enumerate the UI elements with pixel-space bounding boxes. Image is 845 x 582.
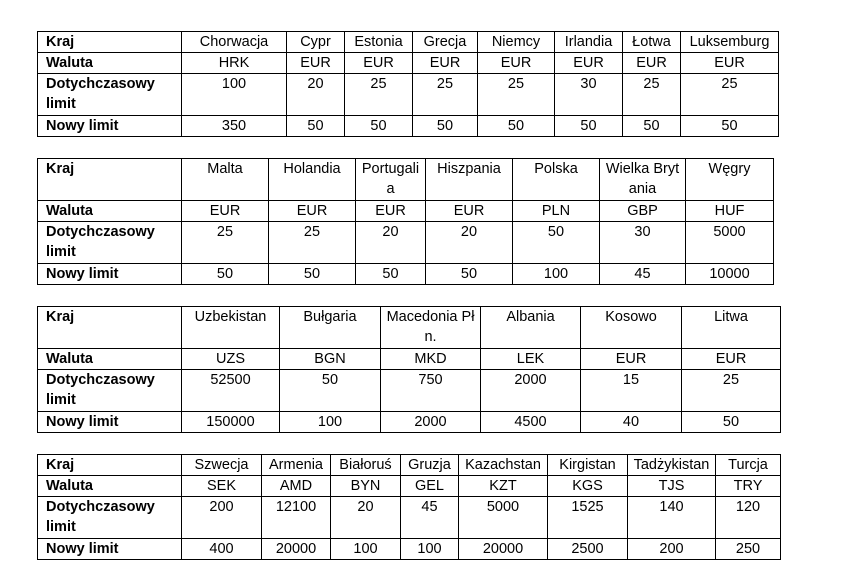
currency-code: KZT — [459, 476, 548, 497]
currency-code: AMD — [262, 476, 331, 497]
row-label-country: Kraj — [38, 307, 182, 349]
row-label-previous-limit: Dotychczasowy limit — [38, 222, 182, 264]
country-name: Bułgaria — [280, 307, 381, 349]
new-limit-value: 50 — [555, 116, 623, 137]
country-name: Turcja — [716, 455, 781, 476]
currency-code: EUR — [426, 201, 513, 222]
previous-limit-value: 30 — [555, 74, 623, 116]
country-name: Grecja — [413, 32, 478, 53]
previous-limit-value: 45 — [401, 497, 459, 539]
new-limit-value: 50 — [182, 264, 269, 285]
row-label-currency: Waluta — [38, 53, 182, 74]
currency-row — [38, 53, 779, 74]
row-label-previous-limit: Dotychczasowy limit — [38, 370, 182, 412]
currency-code: EUR — [356, 201, 426, 222]
currency-code: UZS — [182, 349, 280, 370]
country-name: Wielka Brytania — [600, 159, 686, 201]
previous-limit-value: 30 — [600, 222, 686, 264]
previous-limit-value: 140 — [628, 497, 716, 539]
row-label-new-limit: Nowy limit — [38, 116, 182, 137]
country-name: Polska — [513, 159, 600, 201]
currency-code: EUR — [623, 53, 681, 74]
country-name: Holandia — [269, 159, 356, 201]
previous-limit-value: 25 — [269, 222, 356, 264]
country-name: Hiszpania — [426, 159, 513, 201]
country-name: Węgry — [686, 159, 774, 201]
new-limit-value: 50 — [413, 116, 478, 137]
currency-code: LEK — [481, 349, 581, 370]
new-limit-value: 400 — [182, 539, 262, 560]
currency-row — [38, 201, 774, 222]
country-name: Portugalia — [356, 159, 426, 201]
previous-limit-value: 25 — [681, 74, 779, 116]
country-name: Macedonia Płn. — [381, 307, 481, 349]
previous-limit-value: 50 — [513, 222, 600, 264]
new-limit-value: 50 — [478, 116, 555, 137]
currency-code: EUR — [555, 53, 623, 74]
new-limit-value: 2500 — [548, 539, 628, 560]
currency-code: SEK — [182, 476, 262, 497]
new-limit-value: 150000 — [182, 412, 280, 433]
new-limit-value: 40 — [581, 412, 682, 433]
country-row — [38, 32, 779, 53]
country-name: Tadżykistan — [628, 455, 716, 476]
country-row — [38, 307, 781, 349]
currency-code: MKD — [381, 349, 481, 370]
new-limit-row — [38, 412, 781, 433]
currency-code: EUR — [269, 201, 356, 222]
row-label-country: Kraj — [38, 455, 182, 476]
currency-code: BYN — [331, 476, 401, 497]
currency-row — [38, 476, 781, 497]
previous-limit-value: 20 — [356, 222, 426, 264]
country-name: Cypr — [287, 32, 345, 53]
previous-limit-value: 25 — [682, 370, 781, 412]
limits-table-3 — [37, 306, 781, 433]
previous-limit-value: 100 — [182, 74, 287, 116]
limits-table-1 — [37, 31, 779, 137]
new-limit-value: 50 — [426, 264, 513, 285]
row-label-country: Kraj — [38, 32, 182, 53]
country-name: Kazachstan — [459, 455, 548, 476]
currency-code: GBP — [600, 201, 686, 222]
currency-code: GEL — [401, 476, 459, 497]
row-label-currency: Waluta — [38, 476, 182, 497]
currency-code: KGS — [548, 476, 628, 497]
new-limit-value: 4500 — [481, 412, 581, 433]
previous-limit-value: 20 — [287, 74, 345, 116]
previous-limit-value: 750 — [381, 370, 481, 412]
previous-limit-value: 2000 — [481, 370, 581, 412]
country-name: Kirgistan — [548, 455, 628, 476]
currency-code: HRK — [182, 53, 287, 74]
currency-code: EUR — [682, 349, 781, 370]
previous-limit-value: 25 — [413, 74, 478, 116]
country-name: Albania — [481, 307, 581, 349]
row-label-new-limit: Nowy limit — [38, 412, 182, 433]
previous-limit-value: 120 — [716, 497, 781, 539]
currency-code: TJS — [628, 476, 716, 497]
country-name: Łotwa — [623, 32, 681, 53]
new-limit-value: 100 — [280, 412, 381, 433]
currency-code: EUR — [581, 349, 682, 370]
new-limit-value: 50 — [269, 264, 356, 285]
country-name: Uzbekistan — [182, 307, 280, 349]
previous-limit-value: 52500 — [182, 370, 280, 412]
new-limit-row — [38, 539, 781, 560]
row-label-previous-limit: Dotychczasowy limit — [38, 497, 182, 539]
country-row — [38, 159, 774, 201]
new-limit-value: 10000 — [686, 264, 774, 285]
previous-limit-value: 25 — [345, 74, 413, 116]
currency-code: EUR — [478, 53, 555, 74]
row-label-previous-limit: Dotychczasowy limit — [38, 74, 182, 116]
previous-limit-value: 20 — [426, 222, 513, 264]
country-row — [38, 455, 781, 476]
new-limit-value: 50 — [623, 116, 681, 137]
limits-table-2 — [37, 158, 774, 285]
previous-limit-value: 50 — [280, 370, 381, 412]
currency-code: EUR — [345, 53, 413, 74]
row-label-currency: Waluta — [38, 201, 182, 222]
previous-limit-value: 25 — [182, 222, 269, 264]
new-limit-row — [38, 116, 779, 137]
new-limit-value: 250 — [716, 539, 781, 560]
new-limit-value: 2000 — [381, 412, 481, 433]
new-limit-value: 350 — [182, 116, 287, 137]
row-label-currency: Waluta — [38, 349, 182, 370]
row-label-new-limit: Nowy limit — [38, 264, 182, 285]
currency-code: TRY — [716, 476, 781, 497]
currency-code: EUR — [681, 53, 779, 74]
previous-limit-value: 200 — [182, 497, 262, 539]
country-name: Litwa — [682, 307, 781, 349]
new-limit-value: 45 — [600, 264, 686, 285]
new-limit-value: 20000 — [262, 539, 331, 560]
new-limit-value: 50 — [287, 116, 345, 137]
previous-limit-value: 15 — [581, 370, 682, 412]
currency-row — [38, 349, 781, 370]
previous-limit-value: 25 — [478, 74, 555, 116]
currency-code: EUR — [182, 201, 269, 222]
previous-limit-row — [38, 370, 781, 412]
currency-code: BGN — [280, 349, 381, 370]
row-label-country: Kraj — [38, 159, 182, 201]
country-name: Armenia — [262, 455, 331, 476]
previous-limit-row — [38, 222, 774, 264]
new-limit-value: 50 — [682, 412, 781, 433]
new-limit-value: 50 — [345, 116, 413, 137]
currency-code: EUR — [413, 53, 478, 74]
new-limit-value: 20000 — [459, 539, 548, 560]
new-limit-value: 100 — [331, 539, 401, 560]
country-name: Gruzja — [401, 455, 459, 476]
new-limit-value: 100 — [513, 264, 600, 285]
country-name: Kosowo — [581, 307, 682, 349]
country-name: Niemcy — [478, 32, 555, 53]
country-name: Estonia — [345, 32, 413, 53]
previous-limit-value: 20 — [331, 497, 401, 539]
new-limit-value: 200 — [628, 539, 716, 560]
new-limit-row — [38, 264, 774, 285]
currency-code: HUF — [686, 201, 774, 222]
country-name: Szwecja — [182, 455, 262, 476]
previous-limit-value: 5000 — [686, 222, 774, 264]
row-label-new-limit: Nowy limit — [38, 539, 182, 560]
new-limit-value: 50 — [681, 116, 779, 137]
country-name: Białoruś — [331, 455, 401, 476]
previous-limit-value: 12100 — [262, 497, 331, 539]
country-name: Luksemburg — [681, 32, 779, 53]
new-limit-value: 50 — [356, 264, 426, 285]
previous-limit-value: 5000 — [459, 497, 548, 539]
currency-code: EUR — [287, 53, 345, 74]
previous-limit-value: 25 — [623, 74, 681, 116]
country-name: Chorwacja — [182, 32, 287, 53]
currency-code: PLN — [513, 201, 600, 222]
previous-limit-value: 1525 — [548, 497, 628, 539]
country-name: Malta — [182, 159, 269, 201]
limits-table-4 — [37, 454, 781, 560]
country-name: Irlandia — [555, 32, 623, 53]
previous-limit-row — [38, 74, 779, 116]
new-limit-value: 100 — [401, 539, 459, 560]
previous-limit-row — [38, 497, 781, 539]
